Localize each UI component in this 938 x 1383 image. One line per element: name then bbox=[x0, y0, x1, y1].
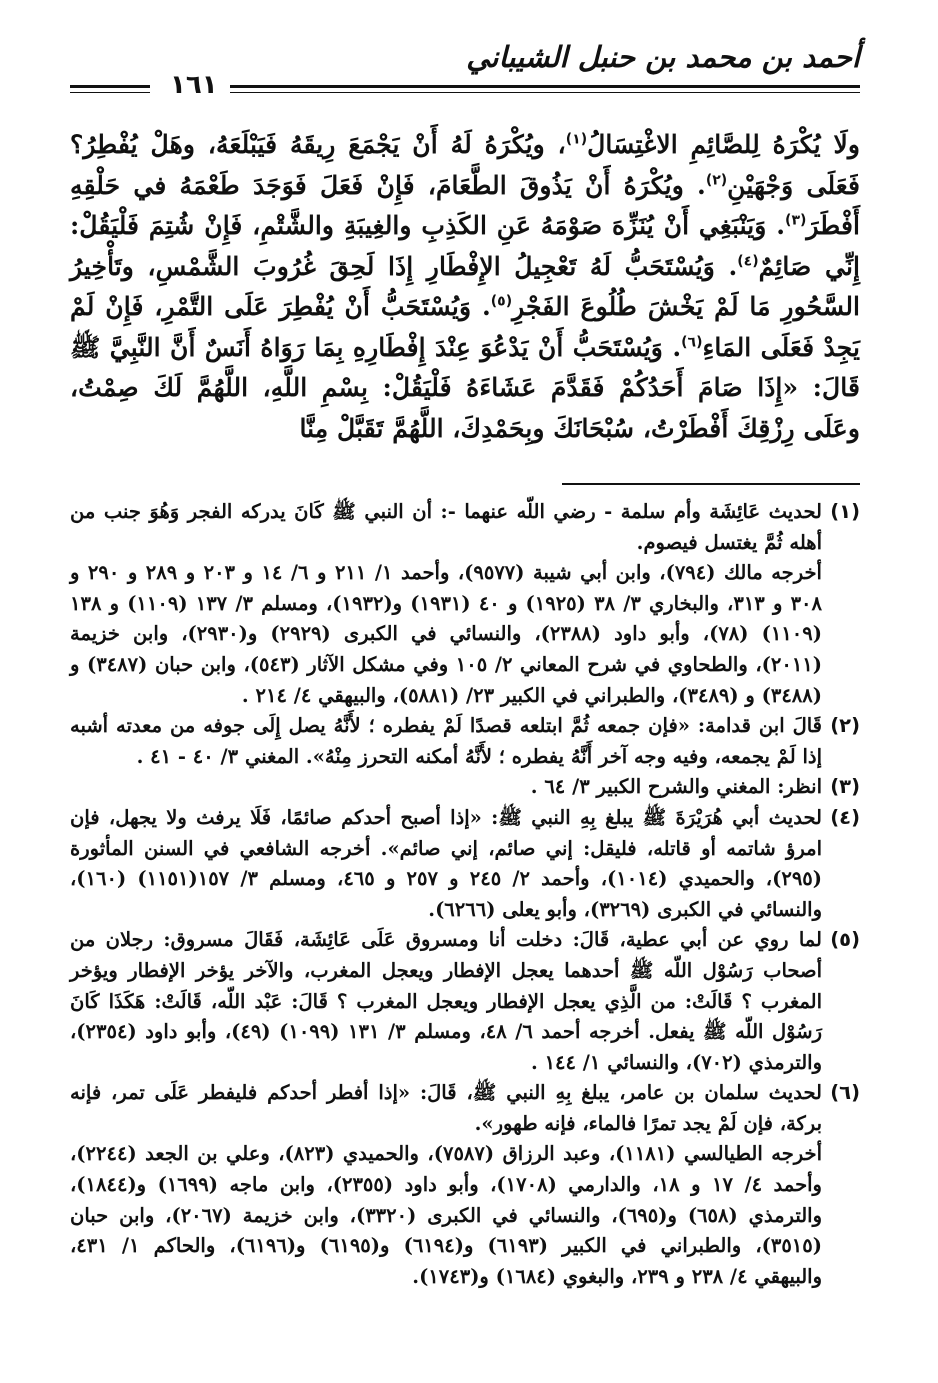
page-header bbox=[70, 40, 860, 110]
footnote bbox=[70, 711, 860, 772]
footnote bbox=[70, 772, 860, 803]
page-number: ١٦١ bbox=[160, 70, 228, 100]
footnote-line: أخرجه الطيالسي (١١٨١)، وعبد الرزاق (٧٥٨٧)، والحميدي (٨٢٣)، وعلي بن الجعد (٢٢٤٤)، وأحمد ٤/ ١٧ و ١٨، والدارمي (١٧٠٨)، وأبو داود (٢٣٥٥)، وابن ماجه (١٦٩٩) و(١٨٤٤)، والترمذي (٦٥٨) و(٦٩٥)، والنسائي في الكبرى (٣٣٢٠)، وابن خزيمة (٢٠٦٧)، وابن حبان (٣٥١٥)، والطبراني في الكبير (٦١٩٣) و(٦١٩٤) و(٦١٩٥) و(٦١٩٦)، والحاكم ١/ ٤٣١، والبيهقي ٤/ ٢٣٨ و ٢٣٩، والبغوي (١٦٨٤) و(١٧٤٣). bbox=[70, 1142, 822, 1288]
footnote bbox=[70, 925, 860, 1078]
footnote-line: انظر: المغني والشرح الكبير ٣/ ٦٤ . bbox=[530, 775, 822, 799]
footnotes bbox=[70, 497, 860, 1292]
footnote-marker: (٢) bbox=[705, 172, 728, 189]
footnote-line: لحديث سلمان بن عامر، يبلغ بِهِ النبي ﷺ، قَالَ: «إذا أفطر أحدكم فليفطر عَلَى تمر، فإنه بركة، فإن لَمْ يجد تمرًا فالماء، فإنه طهور». bbox=[70, 1081, 822, 1135]
footnote-line: لحديث عَائِشَة وأم سلمة - رضي اللّه عنهما -: أن النبي ﷺ كَانَ يدركه الفجر وَهُوَ جنب من أهله ثُمَّ يغتسل فيصوم. bbox=[70, 500, 822, 554]
footnote-line: لحديث أبي هُرَيْرَةَ ﷺ يبلغ بِهِ النبي ﷺ: «إذا أصبح أحدكم صائمًا، فَلَا يرفث ولا يجهل، فإن امرؤ شاتمه أو قاتله، فليقل: إني صائم، إني صائم». أخرجه الشافعي في السنن المأثورة (٢٩٥)، والحميدي (١٠١٤)، وأحمد ٢/ ٢٤٥ و ٢٥٧ و ٤٦٥، ومسلم ٣/ ١٥٧(١١٥١) (١٦٠)، والنسائي في الكبرى (٣٢٦٩)، وأبو يعلى (٦٢٦٦). bbox=[70, 805, 822, 921]
footnote-line: أخرجه مالك (٧٩٤)، وابن أبي شيبة (٩٥٧٧)، وأحمد ١/ ٢١١ و ٦/ ١٤ و ٢٠٣ و ٢٨٩ و ٢٩٠ و ٣٠٨ و ٣١٣، والبخاري ٣/ ٣٨ (١٩٢٥) و ٤٠ (١٩٣١) و(١٩٣٢)، ومسلم ٣/ ١٣٧ (١١٠٩) و ١٣٨ (١١٠٩) (٧٨)، وأبو داود (٢٣٨٨)، والنسائي في الكبرى (٢٩٢٩) و(٢٩٣٠)، وابن خزيمة (٢٠١١)، والطحاوي في شرح المعاني ٢/ ١٠٥ وفي مشكل الآثار (٥٤٣)، وابن حبان (٣٤٨٧) و (٣٤٨٨) و (٣٤٨٩)، والطبراني في الكبير ٢٣/ (٥٨٨١)، والبيهقي ٤/ ٢١٤ . bbox=[70, 561, 823, 707]
footnote bbox=[70, 803, 860, 925]
running-title: أحمد بن محمد بن حنبل الشيباني bbox=[466, 40, 860, 74]
book-page bbox=[70, 40, 860, 1360]
footnote-line: قَالَ ابن قدامة: «فإن جمعه ثُمَّ ابتلعه قصدًا لَمْ يفطره ؛ لأَنَّهُ يصل إِلَى جوفه من معدته أشبه إذا لَمْ يجمعه، وفيه وجه آخر أَنَّهُ يفطره ؛ لأَنَّهُ أمكنه التحرز مِنْهُ». المغني ٣/ ٤٠ - ٤١ . bbox=[70, 714, 822, 768]
footnote-number: (٦) bbox=[830, 1081, 860, 1105]
footnote bbox=[70, 497, 860, 711]
footnote-marker: (٥) bbox=[490, 293, 513, 310]
footnote-marker: (١) bbox=[565, 131, 588, 148]
footnote bbox=[70, 1078, 860, 1292]
footnote-number: (٢) bbox=[830, 714, 860, 738]
main-paragraph: ولَا يُكْرَهُ لِلصَّائِمِ الاغْتِسَالُ$^{(١)}$، ويُكْرَهُ لَهُ أَنْ يَجْمَعَ رِيقَهُ فَيَبْلَعَهُ، وهَلْ يُفْطِرُ؟ فَعَلَى وَجْهَيْنِ$^{(٢)}$. ويُكْرَهُ أَنْ يَذُوقَ الطَّعَامَ، فَإِنْ فَعَلَ فَوَجَدَ طَعْمَهُ في حَلْقِهِ أَفْطَرَ$^{(٣)}$. وَيَنْبَغِي أَنْ يُنَزِّهَ صَوْمَهُ عَنِ الكَذِبِ والغِيبَةِ والشَّتْمِ، فَإِنْ شُتِمَ فَلْيَقُلْ: إِنِّي صَائِمٌ$^{(٤)}$. وَيُسْتَحَبُّ لَهُ تَعْجِيلُ الإِفْطَارِ إِذَا لَحِقَ غُرُوبَ الشَّمْسِ، وتَأْخِيرُ السَّحُورِ مَا لَمْ يَخْشَ طُلُوعَ الفَجْرِ$^{(٥)}$. وَيُسْتَحَبُّ أَنْ يُفْطِرَ عَلَى التَّمْرِ، فَإِنْ لَمْ يَجِدْ فَعَلَى المَاءِ$^{(٦)}$. وَيُسْتَحَبُّ أَنْ يَدْعُوَ عِنْدَ إِفْطَارِهِ بِمَا رَوَاهُ أَنَسٌ أَنَّ النَّبِيَّ ﷺ قَالَ: «إِذَا صَامَ أَحَدُكُمْ فَقَدَّمَ عَشَاءَهُ فَلْيَقُلْ: بِسْمِ اللَّهِ، اللَّهُمَّ لَكَ صِمْتُ، وعَلَى رِزْقِكَ أَفْطَرْتُ، سُبْحَانَكَ وبِحَمْدِكَ، اللَّهُمَّ تَقَبَّلْ مِنَّا bbox=[70, 129, 860, 443]
footnote-number: (٥) bbox=[830, 928, 860, 952]
footnote-line: لما روي عن أبي عطية، قَالَ: دخلت أنا ومسروق عَلَى عَائِشَة، فَقَالَ مسروق: رجلان من أصحاب رَسُوْل اللّه ﷺ أحدهما يعجل الإفطار ويعجل المغرب، والآخر يؤخر الإفطار ويؤخر المغرب ؟ قَالَتْ: من الَّذِي يعجل الإفطار ويعجل المغرب ؟ قَالَ: عَبْد اللّه، قَالَتْ: هَكَذَا كَانَ رَسُوْل اللّه ﷺ يفعل. أخرجه أحمد ٦/ ٤٨، ومسلم ٣/ ١٣١ (١٠٩٩) (٤٩)، وأبو داود (٢٣٥٤)، والترمذي (٧٠٢)، والنسائي ١/ ١٤٤ . bbox=[70, 928, 822, 1074]
footnote-number: (٤) bbox=[830, 805, 860, 829]
footnote-separator bbox=[562, 483, 860, 485]
footnote-marker: (٤) bbox=[737, 253, 759, 270]
header-rule-right bbox=[230, 85, 860, 93]
footnote-number: (١) bbox=[830, 500, 860, 523]
main-text bbox=[70, 124, 860, 448]
header-rule-left bbox=[70, 85, 150, 93]
footnote-number: (٣) bbox=[830, 775, 860, 799]
footnote-marker: (٦) bbox=[681, 334, 703, 351]
footnote-marker: (٣) bbox=[785, 212, 807, 229]
